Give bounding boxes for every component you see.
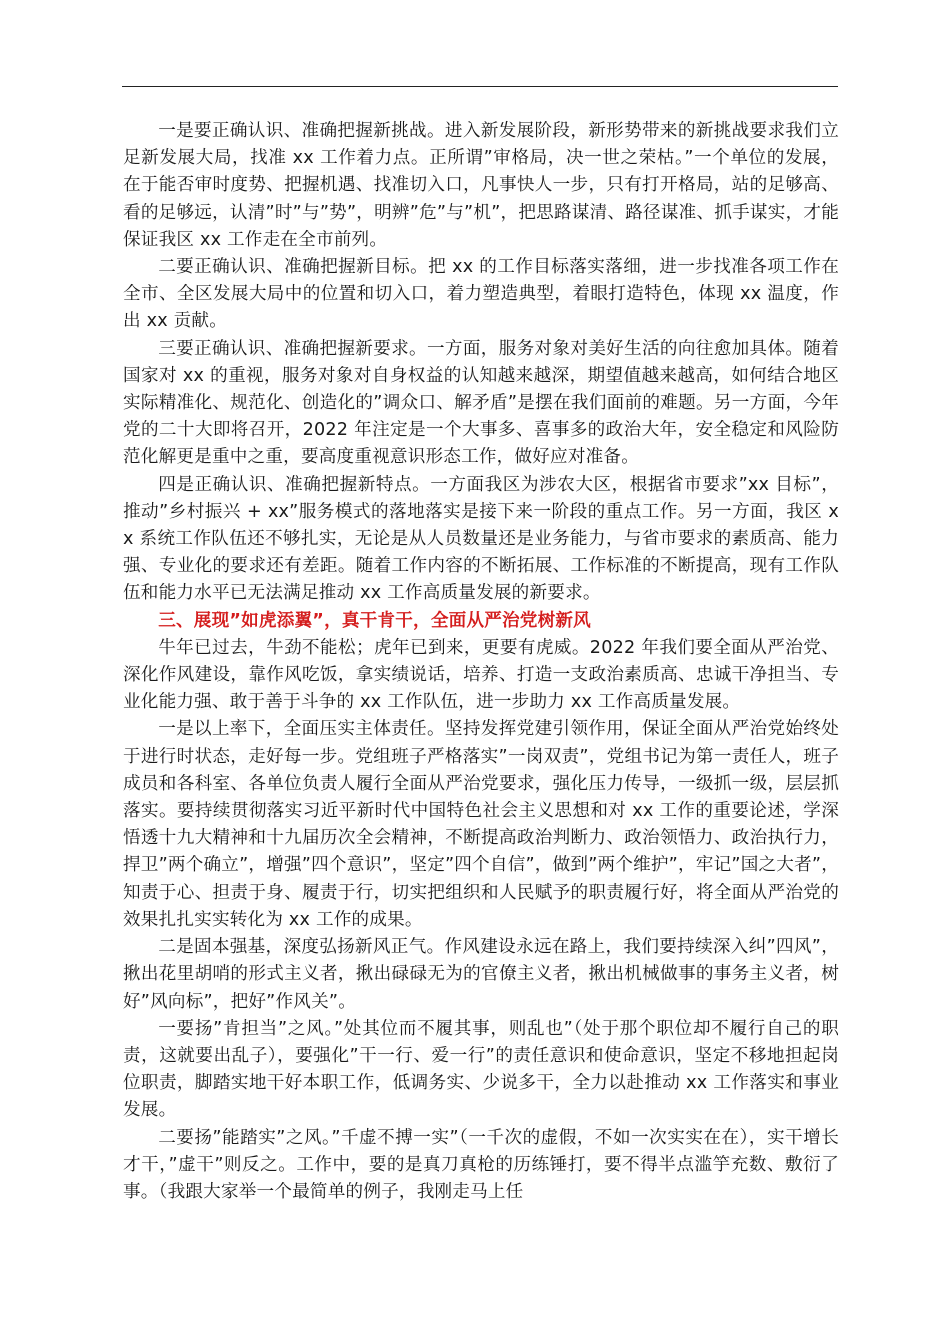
document-body [123, 118, 839, 1206]
paragraph-new-style: 二是固本强基，深度弘扬新风正气。作风建设永远在路上，我们要持续深入纠”四风”，揪出花里胡哨的形式主义者，揪出碌碌无为的官僚主义者，揪出机械做事的事务主义者，树好”风向标”，把好”作风关”。 [123, 937, 839, 1012]
paragraph-intro: 牛年已过去，牛劲不能松；虎年已到来，更要有虎威。2022 年我们要全面从严治党、深化作风建设，靠作风吃饭，拿实绩说话，培养、打造一支政治素质高、忠诚干净担当、专业化能力强、敢于善于斗争的 xx 工作队伍，进一步助力 xx 工作高质量发展。 [123, 637, 839, 713]
paragraph-responsibility: 一是以上率下，全面压实主体责任。坚持发挥党建引领作用，保证全面从严治党始终处于进行时状态，走好每一步。党组班子严格落实”一岗双责”，党组书记为第一责任人，班子成员和各科室、各单位负责人履行全面从严治党要求，强化压力传导，一级抓一级，层层抓落实。要持续贯彻落实习近平新时代中国特色社会主义思想和对 xx 工作的重要论述，学深悟透十九大精神和十九届历次全会精神，不断提高政治判断力、政治领悟力、政治执行力，捍卫”两个确立”，增强”四个意识”，坚定”四个自信”，做到”两个维护”，牢记”国之大者”，知责于心、担责于身、履责于行，切实把组织和人民赋予的职责履行好，将全面从严治党的效果扎扎实实转化为 xx 工作的成果。 [123, 719, 839, 930]
paragraph-new-requirement: 三要正确认识、准确把握新要求。一方面，服务对象对美好生活的向往愈加具体。随着国家对 xx 的重视，服务对象对自身权益的认知越来越深，期望值越来越高，如何结合地区实际精准化、规范化、创造化的”调众口、解矛盾”是摆在我们面前的难题。另一方面，今年党的二十大即将召开，2022 年注定是一个大事多、喜事多的政治大年，安全稳定和风险防范化解更是重中之重，要高度重视意识形态工作，做好应对准备。 [123, 338, 839, 468]
paragraph-be-practical: 二要扬”能踏实”之风。”千虚不搏一实”（一千次的虚假，不如一次实实在在），实干增长才干，”虚干”则反之。工作中，要的是真刀真枪的历练锤打，要不得半点滥竽充数、敷衍了事。（我跟大家举一个最简单的例子，我刚走马上任 [123, 1127, 839, 1202]
paragraph-new-challenge: 一是要正确认识、准确把握新挑战。进入新发展阶段，新形势带来的新挑战要求我们立足新发展大局，找准 xx 工作着力点。正所谓”审格局，决一世之荣枯。”一个单位的发展，在于能否审时度势、把握机遇、找准切入口，凡事快人一步，只有打开格局，站的足够高、看的足够远，认清”时”与”势”，明辨”危”与”机”，把思路谋清、路径谋准、抓手谋实，才能保证我区 xx 工作走在全市前列。 [123, 121, 839, 250]
section-heading: 三、展现”如虎添翼”，真干肯干，全面从严治党树新风 [158, 610, 591, 631]
paragraph-new-feature: 四是正确认识、准确把握新特点。一方面我区为涉农大区，根据省市要求”xx 目标”，推动”乡村振兴 + xx”服务模式的落地落实是接下来一阶段的重点工作。另一方面，我区 xx 系统工作队伍还不够扎实，无论是从人员数量还是业务能力，与省市要求的素质高、能力强、专业化的要求还有差距。随着工作内容的不断拓展、工作标准的不断提高，现有工作队伍和能力水平已无法满足推动 xx 工作高质量发展的新要求。 [123, 474, 839, 604]
header-rule [122, 86, 838, 87]
paragraph-new-goal: 二要正确认识、准确把握新目标。把 xx 的工作目标落实落细，进一步找准各项工作在全市、全区发展大局中的位置和切入口，着力塑造典型，着眼打造特色，体现 xx 温度，作出 xx 贡献。 [123, 257, 839, 332]
paragraph-take-responsibility: 一要扬”肯担当”之风。”处其位而不履其事，则乱也”（处于那个职位却不履行自己的职责，这就要出乱子），要强化”干一行、爱一行”的责任意识和使命意识，坚定不移地担起岗位职责，脚踏实地干好本职工作，低调务实、少说多干，全力以赴推动 xx 工作落实和事业发展。 [123, 1018, 839, 1121]
